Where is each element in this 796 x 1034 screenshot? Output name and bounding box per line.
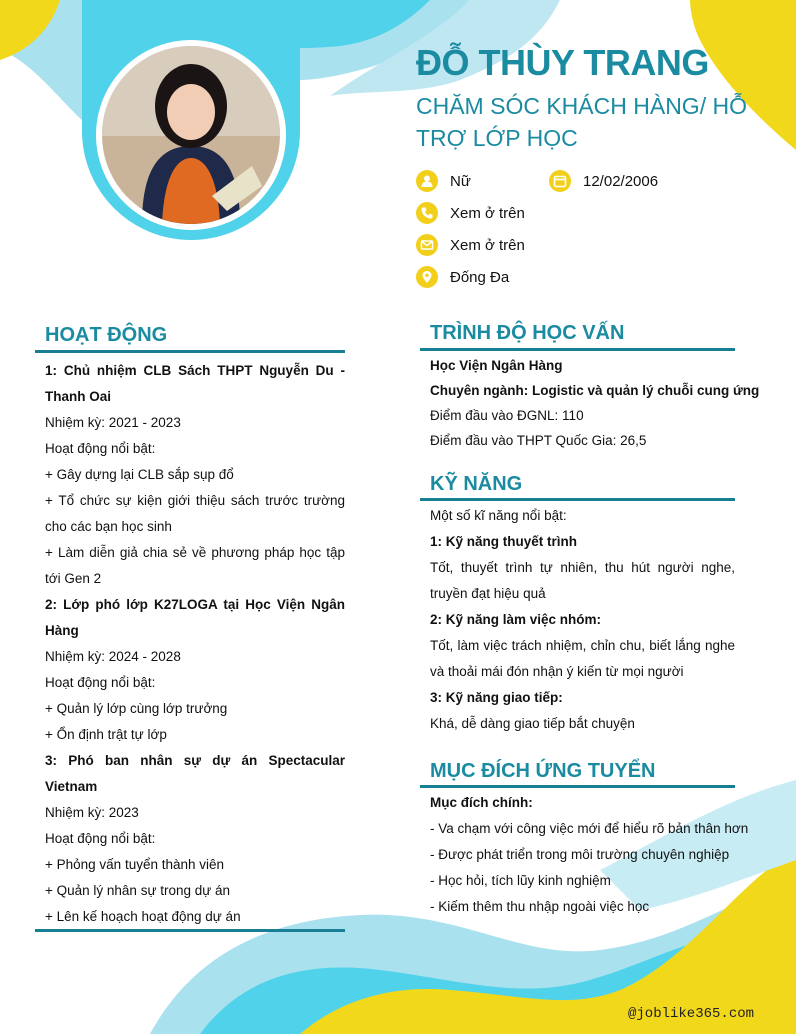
objective-rule xyxy=(420,785,735,788)
activity-line: + Quản lý lớp cùng lớp trưởng xyxy=(45,701,228,716)
education-score-dgnl: Điểm đầu vào ĐGNL: 110 xyxy=(430,408,584,423)
objective-item: - Va chạm với công việc mới để hiểu rõ bản thân hơn xyxy=(430,821,749,836)
activity-line: + Gây dựng lại CLB sắp sụp đổ xyxy=(45,467,234,482)
activities-bottom-rule xyxy=(35,929,345,932)
activities-rule xyxy=(35,350,345,353)
objective-block xyxy=(430,790,750,920)
gender-value: Nữ xyxy=(450,172,471,190)
location-pin-icon xyxy=(416,266,438,288)
education-school: Học Viện Ngân Hàng xyxy=(430,358,563,373)
candidate-role: CHĂM SÓC KHÁCH HÀNG/ HỖ TRỢ LỚP HỌC xyxy=(416,93,747,151)
activities-list xyxy=(45,358,345,930)
activity-line: Nhiệm kỳ: 2021 - 2023 xyxy=(45,415,181,430)
profile-photo xyxy=(102,46,280,224)
activity-line: + Phỏng vấn tuyển thành viên xyxy=(45,857,225,872)
skill-teamwork-desc: Tốt, làm việc trách nhiệm, chỉn chu, biết lắng nghe và thoải mái đón nhận ý kiến từ mọi người xyxy=(430,638,735,679)
education-rule xyxy=(420,348,735,351)
skills-rule xyxy=(420,498,735,501)
skill-communication-title: 3: Kỹ năng giao tiếp: xyxy=(430,690,563,705)
activity-heading: 3: Phó ban nhân sự dự án Spectacular Vietnam xyxy=(45,753,345,794)
email-info xyxy=(416,234,525,256)
activity-line: + Tổ chức sự kiện giới thiệu sách trước trường cho các bạn học sinh xyxy=(45,493,345,534)
activity-line: Hoạt động nổi bật: xyxy=(45,441,156,456)
address-info xyxy=(416,266,509,288)
activities-title: HOẠT ĐỘNG xyxy=(45,324,168,346)
activity-line: + Lên kế hoạch hoạt động dự án xyxy=(45,909,241,924)
phone-info xyxy=(416,202,525,224)
activity-line: + Làm diễn giả chia sẻ về phương pháp học tập tới Gen 2 xyxy=(45,545,345,586)
skills-block xyxy=(430,503,735,737)
skills-intro: Một số kĩ năng nổi bật: xyxy=(430,508,567,523)
phone-icon xyxy=(416,202,438,224)
address-value: Đống Đa xyxy=(450,268,510,286)
education-major: Chuyên ngành: Logistic và quản lý chuỗi cung ứng xyxy=(430,383,760,398)
activity-line: Nhiệm kỳ: 2023 xyxy=(45,805,139,820)
objective-item: - Kiếm thêm thu nhập ngoài việc học xyxy=(430,899,650,914)
calendar-icon xyxy=(549,170,571,192)
education-block xyxy=(430,353,760,453)
watermark: @joblike365.com xyxy=(628,1006,755,1022)
activity-line: + Quản lý nhân sự trong dự án xyxy=(45,883,231,898)
activity-line: + Ổn định trật tự lớp xyxy=(45,727,167,742)
skills-title: KỸ NĂNG xyxy=(430,473,523,495)
skill-teamwork-title: 2: Kỹ năng làm việc nhóm: xyxy=(430,612,602,627)
activity-line: Hoạt động nổi bật: xyxy=(45,675,156,690)
birthdate-info xyxy=(549,170,658,192)
education-score-thpt: Điểm đầu vào THPT Quốc Gia: 26,5 xyxy=(430,433,647,448)
phone-value: Xem ở trên xyxy=(450,204,525,222)
objective-title: MỤC ĐÍCH ỨNG TUYỂN xyxy=(430,760,656,782)
skill-communication-desc: Khá, dễ dàng giao tiếp bắt chuyện xyxy=(430,716,635,731)
objective-item: - Được phát triển trong môi trường chuyên nghiệp xyxy=(430,847,730,862)
activity-line: Hoạt động nổi bật: xyxy=(45,831,156,846)
person-icon xyxy=(416,170,438,192)
skill-presentation-desc: Tốt, thuyết trình tự nhiên, thu hút người nghe, truyền đạt hiệu quả xyxy=(430,560,735,601)
gender-info xyxy=(416,170,471,192)
objective-subtitle: Mục đích chính: xyxy=(430,795,533,810)
mail-icon xyxy=(416,234,438,256)
email-value: Xem ở trên xyxy=(450,236,525,254)
education-title: TRÌNH ĐỘ HỌC VẤN xyxy=(430,322,625,344)
candidate-name: ĐỖ THÙY TRANG xyxy=(416,42,709,83)
activity-heading: 1: Chủ nhiệm CLB Sách THPT Nguyễn Du - Thanh Oai xyxy=(45,363,345,404)
skill-presentation-title: 1: Kỹ năng thuyết trình xyxy=(430,534,578,549)
objective-item: - Học hỏi, tích lũy kinh nghiệm xyxy=(430,873,611,888)
activity-heading: 2: Lớp phó lớp K27LOGA tại Học Viện Ngân Hàng xyxy=(45,597,345,638)
activity-line: Nhiệm kỳ: 2024 - 2028 xyxy=(45,649,181,664)
birthdate-value: 12/02/2006 xyxy=(583,172,659,190)
